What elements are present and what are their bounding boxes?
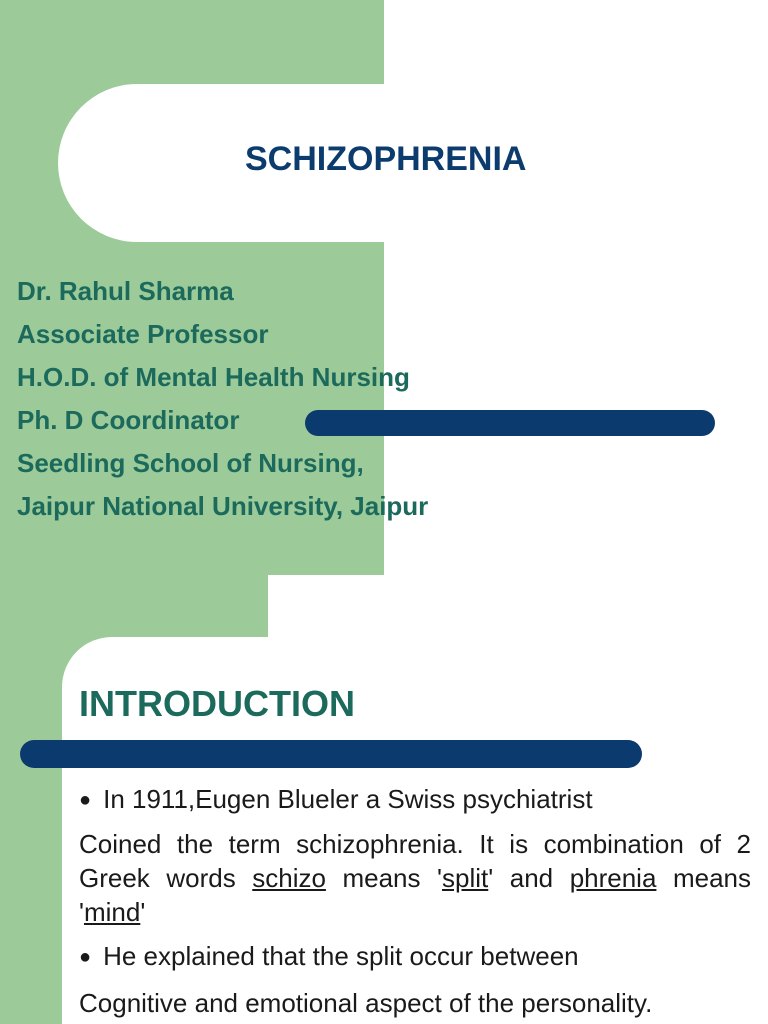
underlined-term: schizo	[252, 863, 326, 893]
para-text: Coined the term schizophrenia. It is combination of 2 Greek words	[79, 829, 751, 893]
underlined-term: phrenia	[569, 863, 657, 893]
presenter-department: H.O.D. of Mental Health Nursing	[17, 362, 410, 392]
slide-title: SCHIZOPHRENIA	[245, 140, 527, 178]
para-text: '	[140, 897, 146, 927]
presenter-position: Associate Professor	[17, 319, 269, 349]
underlined-term: split	[442, 863, 489, 893]
bullet-text: He explained that the split occur between	[103, 941, 579, 971]
introduction-slide	[0, 575, 768, 1024]
bullet-dot-icon: ●	[79, 789, 92, 811]
presenter-school: Seedling School of Nursing,	[17, 448, 364, 478]
paragraph: Cognitive and emotional aspect of the personality.	[79, 988, 653, 1018]
presenter-role: Ph. D Coordinator	[17, 405, 240, 435]
para-text: ' and	[488, 863, 570, 893]
presenter-info	[17, 270, 428, 528]
bullet-item	[79, 780, 751, 821]
presenter-university: Jaipur National University, Jaipur	[17, 491, 429, 521]
para-text: means '	[325, 863, 443, 893]
bullet-text: In 1911,Eugen Blueler a Swiss psychiatrist	[103, 784, 593, 814]
presenter-name: Dr. Rahul Sharma	[17, 276, 234, 306]
para-text: means '	[79, 863, 751, 927]
paragraph	[79, 827, 751, 929]
decorative-bar	[20, 740, 642, 768]
intro-body	[79, 780, 751, 1022]
bullet-dot-icon: ●	[79, 946, 92, 968]
bullet-item	[79, 937, 751, 978]
section-title: INTRODUCTION	[79, 683, 355, 724]
underlined-term: mind	[83, 897, 141, 927]
